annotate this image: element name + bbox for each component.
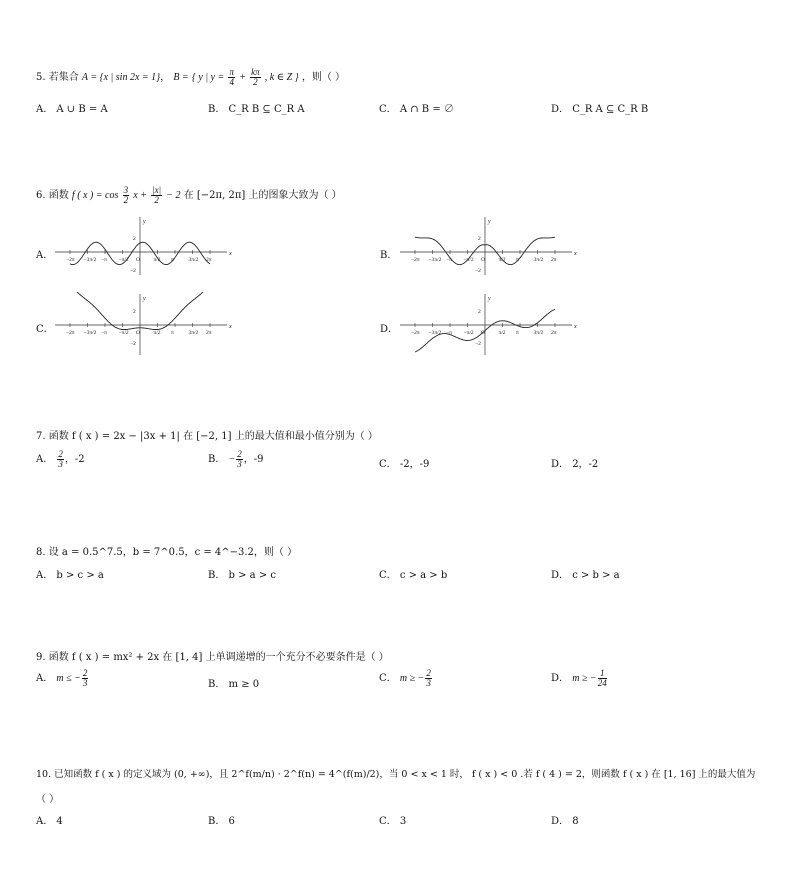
q6-option-c[interactable]: C． [36,324,54,335]
y-tick-label: −2 [475,341,481,347]
y-tick-label: 2 [478,236,481,242]
x-tick-label: −π [446,330,452,336]
q6-option-b[interactable]: B． [380,250,398,261]
x-tick-label: π [171,330,174,336]
q10-option-d[interactable]: D． 8 [551,816,579,827]
y-tick-label: 2 [133,236,136,242]
x-tick-label: −2π [411,257,420,263]
q5-option-d[interactable]: D． C_R A ⊆ C_R B [551,104,649,115]
q7-option-c[interactable]: C． -2，-9 [379,459,430,470]
y-tick-label: 2 [133,309,136,315]
y-tick-label: −2 [475,268,481,274]
q8-option-d[interactable]: D． c > b > a [551,570,620,581]
x-tick-label: −π [446,257,452,263]
q5-option-a[interactable]: A． A ∪ B = A [36,104,108,115]
q6-graph-d [400,292,580,358]
q10-option-c[interactable]: C． 3 [379,816,407,827]
x-tick-label: −π [101,330,107,336]
x-axis-label: x [229,324,232,330]
x-tick-label: π [516,330,519,336]
q6-graph-c [55,292,235,358]
q6-graph-b [400,215,580,275]
x-tick-label: −3π/2 [428,257,442,263]
q9-option-b[interactable]: B． m ≥ 0 [208,679,260,690]
q6-option-a[interactable]: A． [36,250,54,261]
q8-option-a[interactable]: A． b > c > a [36,570,104,581]
q7-stem: 7. 函数 f ( x ) = 2x − |3x + 1| 在 [−2, 1] 上的最大值和最小值分别为（ ） [36,431,378,442]
x-tick-label: −π/2 [463,257,474,263]
x-tick-label: −π/2 [463,330,474,336]
y-tick-label: −2 [130,268,136,274]
y-axis-label: y [143,219,146,225]
x-tick-label: −π/2 [118,257,129,263]
x-tick-label: −3π/2 [428,330,442,336]
x-tick-label: O [136,330,140,336]
q5-stem: 5. 若集合 A = {x | sin 2x = 1}， B = { y | y = $\frac{\pi}{4}$ + $\frac{k\pi}{2}$ , k ∈ Z } ，则（ ） [36,67,346,87]
q6-stem: 6. 函数 f ( x ) = cos $\frac{3}{2}$ x + $\frac{|x|}{2}$ − 2 在 [−2π, 2π] 上的图象大致为（ ） [36,185,342,205]
q9-option-d[interactable]: D． m ≥ − $\frac{1}{24}$ [551,668,607,688]
q6-graph-a [55,215,235,275]
q10-option-a[interactable]: A． 4 [36,816,63,827]
x-axis-label: x [229,251,232,257]
x-tick-label: −2π [66,330,75,336]
x-tick-label: π/2 [498,257,506,263]
q8-stem: 8. 设 a = 0.5^7.5，b = 7^0.5，c = 4^−3.2，则（ ） [36,547,298,558]
x-tick-label: −3π/2 [83,330,97,336]
x-tick-label: O [136,257,140,263]
x-tick-label: 3π/2 [188,330,199,336]
q9-option-a[interactable]: A． m ≤ − $\frac{2}{3}$ [36,668,88,688]
q9-stem: 9. 函数 f ( x ) = mx² + 2x 在 [1, 4] 上单调递增的一个充分不必要条件是（ ） [36,652,389,663]
x-tick-label: π/2 [153,257,161,263]
q8-option-c[interactable]: C． c > a > b [379,570,448,581]
q10-stem-line1: 10. 已知函数 f ( x ) 的定义域为 (0, +∞)，且 2^f(m/n) · 2^f(n) = 4^(f(m)/2)，当 0 < x < 1 时， f ( x ) < 0 .若 f ( 4 ) = 2，则函数 f ( x ) 在 [1, 16] 上的最大值为 [36,769,756,780]
q10-option-b[interactable]: B． 6 [208,816,235,827]
q7-option-a[interactable]: A． $\frac{2}{3}$ ，-2 [36,449,85,469]
y-axis-label: y [488,296,491,302]
q6-option-d[interactable]: D． [380,324,399,335]
x-tick-label: π [516,257,519,263]
x-tick-label: 2π [551,257,557,263]
x-tick-label: 3π/2 [533,330,544,336]
q7-option-b[interactable]: B． − $\frac{2}{3}$ ，-9 [208,449,264,469]
x-tick-label: −π/2 [118,330,129,336]
q5-option-b[interactable]: B． C_R B ⊆ C_R A [208,104,305,115]
x-tick-label: π [171,257,174,263]
x-tick-label: O [481,257,485,263]
q10-stem-line2: （ ） [36,794,60,805]
x-axis-label: x [574,324,577,330]
q7-option-d[interactable]: D． 2，-2 [551,459,599,470]
x-tick-label: 2π [206,257,212,263]
x-tick-label: −2π [66,257,75,263]
x-tick-label: π/2 [498,330,506,336]
x-tick-label: 2π [551,330,557,336]
x-tick-label: 3π/2 [188,257,199,263]
x-tick-label: π/2 [153,330,161,336]
x-tick-label: −π [101,257,107,263]
x-tick-label: 2π [206,330,212,336]
y-axis-label: y [143,296,146,302]
y-tick-label: −2 [130,341,136,347]
y-axis-label: y [488,219,491,225]
x-tick-label: O [481,330,485,336]
q5-option-c[interactable]: C． A ∩ B = ∅ [379,104,454,115]
y-tick-label: 2 [478,309,481,315]
x-tick-label: 3π/2 [533,257,544,263]
x-tick-label: −3π/2 [83,257,97,263]
x-tick-label: −2π [411,330,420,336]
x-axis-label: x [574,251,577,257]
q9-option-c[interactable]: C． m ≥ − $\frac{2}{3}$ [379,668,431,688]
q8-option-b[interactable]: B． b > a > c [208,570,276,581]
